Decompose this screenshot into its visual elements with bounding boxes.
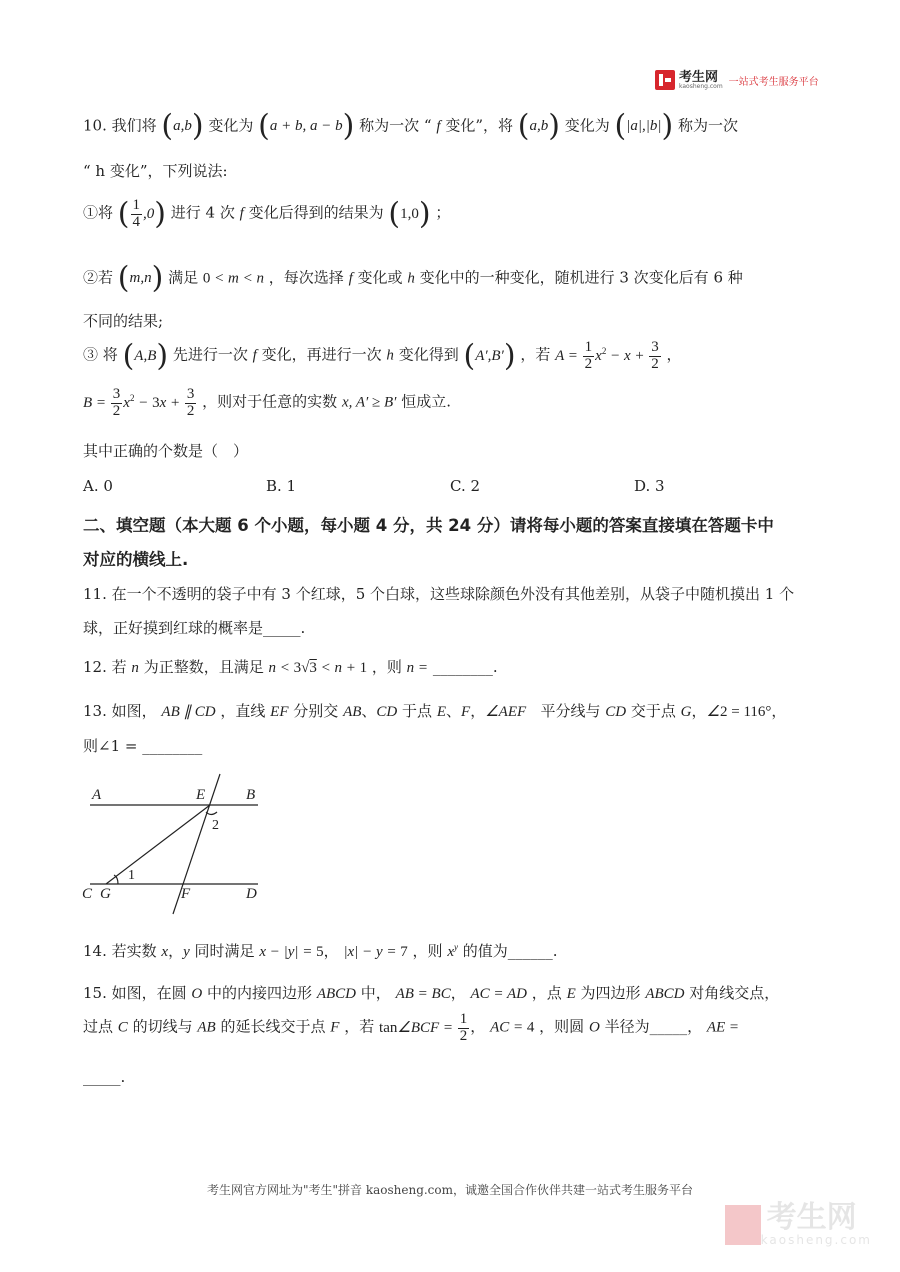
header-logo[interactable]	[655, 70, 819, 90]
watermark-logo-icon	[725, 1205, 761, 1245]
angle-1-arc	[114, 875, 118, 884]
footer-text: 考生网官方网址为"考生"拼音 kaosheng.com，诚邀全国合作伙伴共建一站式考生服务平台	[206, 1183, 694, 1197]
watermark	[725, 1200, 872, 1247]
label-g: G	[100, 886, 111, 902]
logo-icon	[655, 70, 675, 90]
logo-domain: kaosheng.com	[679, 82, 723, 90]
label-angle-2: 2	[212, 818, 219, 833]
section2-title-line1: 二、填空题（本大题 6 个小题，每小题 4 分，共 24 分）请将每小题的答案直接填在答题卡中	[83, 516, 774, 535]
q10-statement-3: ③ 将 (A,B) 先进行一次 f 变化，再进行一次 h 变化得到 (A′,B′) ，若 A = $\frac{1}{2}$ $x^2 - x$ + $\frac{3}{2}$ ，	[83, 338, 682, 374]
label-f: F	[181, 886, 191, 902]
q15-line2: 过点 C 的切线与 AB 的延长线交于点 F ，若 tan∠BCF = $\frac{1}{2}$ ， AC = 4 ，则圆 O 半径为_____， AE =	[83, 1011, 740, 1044]
q13-line2: 则∠1 = ________	[83, 737, 203, 755]
q10-statement-1: ①将 ( $\frac{1}{4}$ ,0) 进行 4 次 f 变化后得到的结果为 (1,0) ；	[83, 196, 451, 232]
watermark-name: 考生网	[766, 1200, 857, 1235]
q10-statement-3-cont: B = $\frac{3}{2}$ $x^2 - 3x$ + $\frac{3}{2}$ ，则对于任意的实数 x, A′ ≥ B′ 恒成立.	[83, 386, 452, 419]
q10-prompt: 其中正确的个数是（ ）	[83, 442, 249, 460]
label-e: E	[196, 787, 206, 803]
q10-line1: 10. 我们将 (a,b) 变化为 (a + b, a − b) 称为一次 “ f 变化”，将 (a,b) 变化为 (|a|,|b|) 称为一次	[83, 109, 739, 144]
q10-option-d[interactable]: D. 3	[634, 477, 665, 495]
q10-statement-2: ②若 (m,n) 满足 0 < m < n ，每次选择 f 变化或 h 变化中的一种变化，随机进行 3 次变化后有 6 种	[83, 261, 743, 296]
q14: 14. 若实数 x，y 同时满足 x − |y| = 5， |x| − y = 7 ，则 $x^y$ 的值为______.	[83, 942, 558, 960]
q10-option-c[interactable]: C. 2	[450, 477, 481, 495]
q15-line1: 15. 如图，在圆 O 中的内接四边形 ABCD 中， AB = BC， AC = AD ，点 E 为四边形 ABCD 对角线交点，	[83, 984, 780, 1002]
q10-statement-2-cont: 不同的结果;	[83, 312, 164, 330]
q11-line2: 球，正好摸到红球的概率是_____.	[83, 619, 306, 637]
logo-name: 考生网	[679, 69, 719, 85]
label-angle-1: 1	[128, 868, 135, 883]
label-c: C	[82, 886, 93, 902]
q10-option-a[interactable]: A. 0	[83, 477, 113, 495]
watermark-domain: kaosheng.com	[760, 1233, 872, 1247]
q13-figure	[80, 768, 270, 918]
label-a: A	[92, 787, 102, 803]
label-b: B	[246, 787, 256, 803]
q11-line1: 11. 在一个不透明的袋子中有 3 个红球，5 个白球，这些球除颜色外没有其他差别，从袋子中随机摸出 1 个	[83, 585, 795, 603]
line-eg	[106, 805, 210, 884]
q10-option-b[interactable]: B. 1	[266, 477, 297, 495]
q10-line2: “ h 变化”，下列说法:	[83, 162, 228, 180]
q15-line3: _____.	[83, 1068, 126, 1086]
section2-title-line2: 对应的横线上.	[83, 550, 189, 569]
label-d: D	[246, 886, 257, 902]
q13-line1: 13. 如图， AB ∥ CD ，直线 EF 分别交 AB、CD 于点 E、F，∠AEF 平分线与 CD 交于点 G，∠2 = 116°，	[83, 702, 787, 720]
logo-slogan: 一站式考生服务平台	[728, 76, 819, 88]
q12: 12. 若 n 为正整数，且满足 n < 3√3 < n + 1 ，则 n = ________.	[83, 658, 498, 676]
